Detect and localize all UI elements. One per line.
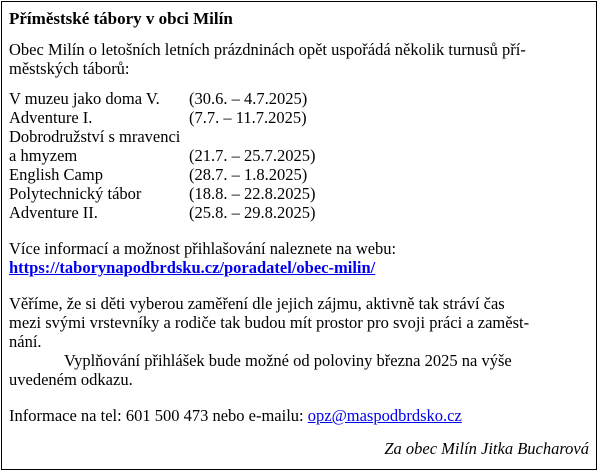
notice-box [1, 1, 597, 470]
camp-dates: (21.7. – 25.7.2025) [189, 146, 316, 165]
intro-paragraph [9, 40, 591, 78]
camp-name: English Camp [9, 165, 103, 184]
more-info-section [9, 239, 591, 277]
camp-name: a hmyzem [9, 146, 78, 165]
intro-line: městských táborů: [9, 59, 130, 78]
paragraph-line: mezi svými vrstevníky a rodiče tak budou mít prostor pro svoji práci a zaměst- [9, 313, 530, 332]
email-link[interactable]: opz@maspodbrdsko.cz [307, 406, 462, 425]
info-paragraph [9, 294, 591, 389]
camp-item [9, 203, 591, 222]
paragraph-line: nání. [9, 332, 42, 351]
camp-item [9, 165, 591, 184]
registration-line: uvedeném odkazu. [9, 370, 133, 389]
camp-dates: (18.8. – 22.8.2025) [189, 184, 316, 203]
camp-item [9, 184, 591, 203]
camp-item [9, 89, 591, 108]
registration-line: Vyplňování přihlášek bude možné od poloviny března 2025 na výše [64, 351, 512, 370]
registration-link[interactable]: https://taborynapodbrdsku.cz/poradatel/obec-milin/ [9, 258, 376, 277]
camp-name: Dobrodružství s mravenci [9, 127, 181, 146]
camp-name: Adventure II. [9, 203, 98, 222]
camp-name: V muzeu jako doma V. [9, 89, 160, 108]
paragraph-line: Věříme, že si děti vyberou zaměření dle jejich zájmu, aktivně tak stráví čas [9, 294, 505, 313]
camp-list [9, 89, 591, 222]
camp-item [9, 127, 591, 146]
camp-item [9, 108, 591, 127]
contact-text: Informace na tel: 601 500 473 nebo e-mailu: [9, 406, 308, 425]
contact-line [9, 406, 591, 425]
camp-dates: (28.7. – 1.8.2025) [189, 165, 308, 184]
notice-content [9, 9, 591, 458]
camp-name: Polytechnický tábor [9, 184, 142, 203]
signature: Za obec Milín Jitka Bucharová [384, 439, 589, 458]
camp-name: Adventure I. [9, 108, 93, 127]
camp-dates: (30.6. – 4.7.2025) [189, 89, 308, 108]
camp-item [9, 146, 591, 165]
more-info-text: Více informací a možnost přihlašování naleznete na webu: [9, 239, 397, 258]
page-title: Příměstské tábory v obci Milín [9, 9, 233, 28]
intro-line: Obec Milín o letošních letních prázdninách opět uspořádá několik turnusů pří- [9, 40, 526, 59]
camp-dates: (25.8. – 29.8.2025) [189, 203, 316, 222]
camp-dates: (7.7. – 11.7.2025) [189, 108, 307, 127]
